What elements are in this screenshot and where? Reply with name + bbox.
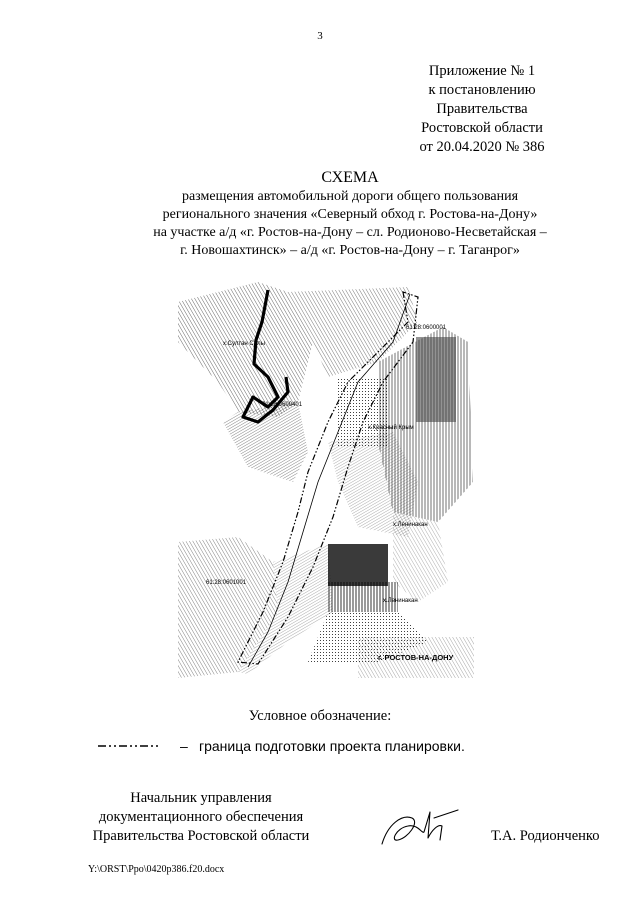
position-line: Начальник управления: [130, 790, 272, 806]
appendix-line: Ростовской области: [421, 120, 543, 136]
title-line: г. Новошахтинск» – а/д «г. Ростов-на-Дону – г. Таганрог»: [180, 243, 520, 258]
legend-title: Условное обозначение:: [248, 708, 392, 724]
signer-position: [86, 789, 316, 846]
title-block: [60, 168, 640, 260]
appendix-line: к постановлению: [428, 82, 536, 98]
legend-dash: –: [180, 738, 188, 754]
map-label-settlement: х.Ленинакан: [393, 522, 428, 528]
page-number: 3: [317, 30, 323, 42]
appendix-line: Приложение № 1: [428, 63, 536, 79]
map-label-cadastral: 61:28:0600401: [262, 402, 303, 408]
map-label-city: г. РОСТОВ-НА-ДОНУ: [378, 653, 454, 662]
title-line: на участке а/д «г. Ростов-на-Дону – сл. Родионово-Несветайская –: [153, 225, 547, 240]
map-label-cadastral: 61:28:0600001: [406, 325, 447, 331]
scheme-map: [178, 282, 474, 678]
dash-dot-line-icon: [98, 743, 158, 749]
map-label-settlement: x.Красный Крым: [368, 425, 414, 431]
position-line: документационного обеспечения: [98, 809, 304, 825]
map-label-settlement: x.Султан Салы: [223, 341, 265, 347]
appendix-line: от 20.04.2020 № 386: [419, 139, 545, 155]
appendix-block: [382, 62, 582, 157]
legend-text: граница подготовки проекта планировки.: [199, 738, 465, 754]
title-line: регионального значения «Северный обход г. Ростова-на-Дону»: [162, 207, 538, 222]
handwritten-signature: [378, 804, 460, 852]
legend-row: [98, 738, 618, 758]
document-title: СХЕМА: [321, 169, 379, 186]
map-label-settlement: х.Ленинакан: [383, 598, 418, 604]
signer-name: Т.А. Родионченко: [491, 828, 600, 844]
map-label-cadastral: 61:28:0601001: [206, 580, 247, 586]
position-line: Правительства Ростовской области: [92, 828, 310, 844]
file-path: Y:\ORST\Ppo\0420p386.f20.docx: [88, 864, 225, 875]
title-line: размещения автомобильной дороги общего пользования: [181, 189, 519, 204]
appendix-line: Правительства: [436, 101, 528, 117]
